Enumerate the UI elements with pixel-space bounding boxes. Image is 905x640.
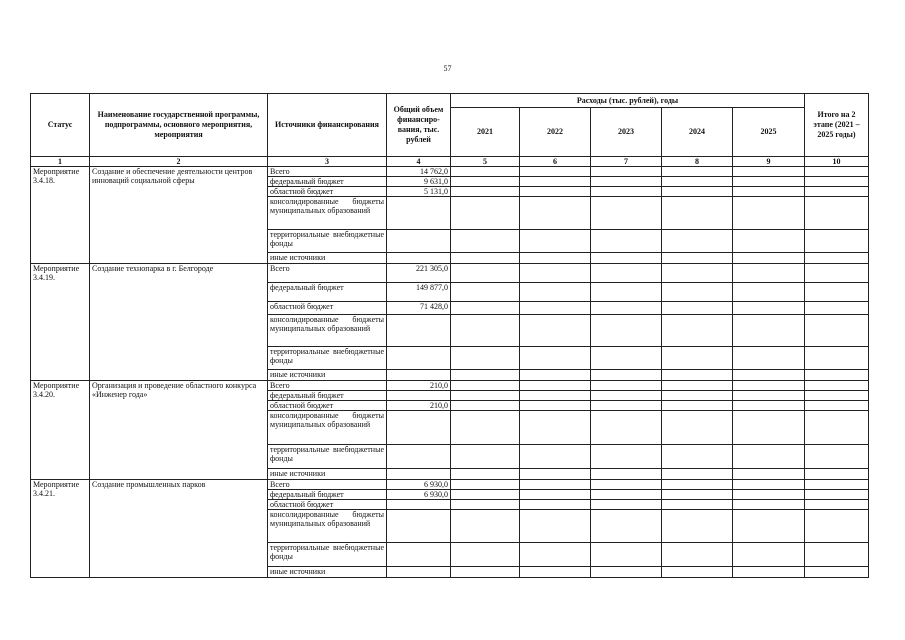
year-amount-cell xyxy=(591,567,662,578)
total-amount-cell xyxy=(387,347,451,370)
year-amount-cell xyxy=(733,315,805,347)
year-amount-cell xyxy=(662,347,733,370)
year-amount-cell xyxy=(591,230,662,253)
year-amount-cell xyxy=(520,264,591,283)
stage-total-cell xyxy=(805,500,869,510)
year-amount-cell xyxy=(662,469,733,480)
year-amount-cell xyxy=(520,230,591,253)
year-amount-cell xyxy=(451,302,520,315)
year-amount-cell xyxy=(733,381,805,391)
year-amount-cell xyxy=(733,230,805,253)
year-amount-cell xyxy=(451,167,520,177)
stage-total-cell xyxy=(805,167,869,177)
year-amount-cell xyxy=(733,510,805,543)
header-year: 2021 xyxy=(451,108,520,157)
total-amount-cell xyxy=(387,445,451,469)
year-amount-cell xyxy=(662,567,733,578)
total-amount-cell: 221 305,0 xyxy=(387,264,451,283)
funding-source-label: федеральный бюджет xyxy=(268,490,387,500)
year-amount-cell xyxy=(733,177,805,187)
measure-status: Мероприятие 3.4.21. xyxy=(31,480,90,578)
year-amount-cell xyxy=(451,490,520,500)
year-amount-cell xyxy=(591,500,662,510)
total-amount-cell: 9 631,0 xyxy=(387,177,451,187)
column-number: 4 xyxy=(387,157,451,167)
funding-source-label: консолидированные бюджеты муниципальных образований xyxy=(268,510,387,543)
stage-total-cell xyxy=(805,567,869,578)
year-amount-cell xyxy=(662,187,733,197)
year-amount-cell xyxy=(662,253,733,264)
total-amount-cell: 6 930,0 xyxy=(387,490,451,500)
measure-status: Мероприятие 3.4.19. xyxy=(31,264,90,381)
year-amount-cell xyxy=(520,347,591,370)
stage-total-cell xyxy=(805,469,869,480)
measure-name: Создание технопарка в г. Белгороде xyxy=(90,264,268,381)
year-amount-cell xyxy=(591,177,662,187)
measure-name: Создание промышленных парков xyxy=(90,480,268,578)
stage-total-cell xyxy=(805,411,869,445)
funding-source-label: Всего xyxy=(268,480,387,490)
year-amount-cell xyxy=(733,445,805,469)
year-amount-cell xyxy=(451,480,520,490)
year-amount-cell xyxy=(591,510,662,543)
year-amount-cell xyxy=(451,370,520,381)
stage-total-cell xyxy=(805,543,869,567)
table-row xyxy=(31,480,869,490)
year-amount-cell xyxy=(451,445,520,469)
stage-total-cell xyxy=(805,283,869,302)
funding-source-label: федеральный бюджет xyxy=(268,177,387,187)
year-amount-cell xyxy=(520,510,591,543)
year-amount-cell xyxy=(520,302,591,315)
year-amount-cell xyxy=(520,490,591,500)
funding-source-label: федеральный бюджет xyxy=(268,391,387,401)
year-amount-cell xyxy=(520,177,591,187)
total-amount-cell: 71 428,0 xyxy=(387,302,451,315)
funding-source-label: консолидированные бюджеты муниципальных образований xyxy=(268,197,387,230)
year-amount-cell xyxy=(451,391,520,401)
year-amount-cell xyxy=(520,401,591,411)
year-amount-cell xyxy=(733,500,805,510)
year-amount-cell xyxy=(733,401,805,411)
total-amount-cell xyxy=(387,567,451,578)
total-amount-cell xyxy=(387,197,451,230)
header-year: 2024 xyxy=(662,108,733,157)
total-amount-cell: 210,0 xyxy=(387,381,451,391)
year-amount-cell xyxy=(662,480,733,490)
year-amount-cell xyxy=(451,500,520,510)
year-amount-cell xyxy=(662,500,733,510)
year-amount-cell xyxy=(591,347,662,370)
total-amount-cell xyxy=(387,230,451,253)
funding-source-label: территориальные внебюджетные фонды xyxy=(268,347,387,370)
table-body xyxy=(31,167,869,578)
year-amount-cell xyxy=(733,370,805,381)
column-number: 2 xyxy=(90,157,268,167)
stage-total-cell xyxy=(805,445,869,469)
year-amount-cell xyxy=(520,253,591,264)
year-amount-cell xyxy=(733,264,805,283)
year-amount-cell xyxy=(451,469,520,480)
stage-total-cell xyxy=(805,391,869,401)
total-amount-cell xyxy=(387,469,451,480)
measure-status: Мероприятие 3.4.18. xyxy=(31,167,90,264)
year-amount-cell xyxy=(733,197,805,230)
funding-source-label: территориальные внебюджетные фонды xyxy=(268,445,387,469)
year-amount-cell xyxy=(451,230,520,253)
column-number: 7 xyxy=(591,157,662,167)
funding-source-label: Всего xyxy=(268,381,387,391)
page-number: 57 xyxy=(443,64,452,73)
year-amount-cell xyxy=(520,370,591,381)
funding-source-label: территориальные внебюджетные фонды xyxy=(268,230,387,253)
year-amount-cell xyxy=(451,401,520,411)
total-amount-cell: 5 131,0 xyxy=(387,187,451,197)
year-amount-cell xyxy=(662,167,733,177)
funding-source-label: иные источники xyxy=(268,370,387,381)
year-amount-cell xyxy=(591,469,662,480)
stage-total-cell xyxy=(805,264,869,283)
stage-total-cell xyxy=(805,480,869,490)
year-amount-cell xyxy=(733,411,805,445)
year-amount-cell xyxy=(733,167,805,177)
total-amount-cell xyxy=(387,543,451,567)
column-number: 1 xyxy=(31,157,90,167)
header-year: 2025 xyxy=(733,108,805,157)
year-amount-cell xyxy=(520,197,591,230)
column-number: 3 xyxy=(268,157,387,167)
year-amount-cell xyxy=(451,347,520,370)
year-amount-cell xyxy=(733,567,805,578)
year-amount-cell xyxy=(520,567,591,578)
stage-total-cell xyxy=(805,347,869,370)
funding-source-label: консолидированные бюджеты муниципальных образований xyxy=(268,411,387,445)
year-amount-cell xyxy=(662,381,733,391)
year-amount-cell xyxy=(733,283,805,302)
stage-total-cell xyxy=(805,510,869,543)
total-amount-cell xyxy=(387,510,451,543)
year-amount-cell xyxy=(520,167,591,177)
year-amount-cell xyxy=(520,480,591,490)
funding-source-label: Всего xyxy=(268,167,387,177)
funding-source-label: иные источники xyxy=(268,469,387,480)
year-amount-cell xyxy=(451,543,520,567)
year-amount-cell xyxy=(591,490,662,500)
year-amount-cell xyxy=(591,370,662,381)
funding-source-label: областной бюджет xyxy=(268,187,387,197)
funding-source-label: Всего xyxy=(268,264,387,283)
funding-source-label: территориальные внебюджетные фонды xyxy=(268,543,387,567)
table-row xyxy=(31,381,869,391)
year-amount-cell xyxy=(591,253,662,264)
year-amount-cell xyxy=(733,469,805,480)
year-amount-cell xyxy=(733,347,805,370)
year-amount-cell xyxy=(591,187,662,197)
year-amount-cell xyxy=(662,510,733,543)
table-row xyxy=(31,264,869,283)
total-amount-cell xyxy=(387,370,451,381)
year-amount-cell xyxy=(520,500,591,510)
year-amount-cell xyxy=(733,543,805,567)
stage-total-cell xyxy=(805,177,869,187)
year-amount-cell xyxy=(451,187,520,197)
year-amount-cell xyxy=(733,302,805,315)
header-total: Общий объем финансиро-вания, тыс. рублей xyxy=(387,94,451,157)
total-amount-cell: 6 930,0 xyxy=(387,480,451,490)
year-amount-cell xyxy=(662,230,733,253)
year-amount-cell xyxy=(520,381,591,391)
year-amount-cell xyxy=(662,283,733,302)
total-amount-cell: 210,0 xyxy=(387,401,451,411)
year-amount-cell xyxy=(520,469,591,480)
year-amount-cell xyxy=(591,264,662,283)
year-amount-cell xyxy=(662,264,733,283)
year-amount-cell xyxy=(591,315,662,347)
year-amount-cell xyxy=(591,391,662,401)
column-number: 10 xyxy=(805,157,869,167)
year-amount-cell xyxy=(662,370,733,381)
year-amount-cell xyxy=(591,411,662,445)
year-amount-cell xyxy=(451,411,520,445)
year-amount-cell xyxy=(662,490,733,500)
stage-total-cell xyxy=(805,401,869,411)
header-status: Статус xyxy=(31,94,90,157)
year-amount-cell xyxy=(662,401,733,411)
stage-total-cell xyxy=(805,381,869,391)
year-amount-cell xyxy=(591,197,662,230)
year-amount-cell xyxy=(662,445,733,469)
year-amount-cell xyxy=(591,480,662,490)
year-amount-cell xyxy=(451,177,520,187)
year-amount-cell xyxy=(662,197,733,230)
total-amount-cell xyxy=(387,315,451,347)
year-amount-cell xyxy=(451,283,520,302)
year-amount-cell xyxy=(451,510,520,543)
funding-source-label: областной бюджет xyxy=(268,302,387,315)
year-amount-cell xyxy=(591,543,662,567)
column-number: 9 xyxy=(733,157,805,167)
year-amount-cell xyxy=(733,490,805,500)
total-amount-cell xyxy=(387,411,451,445)
column-number: 5 xyxy=(451,157,520,167)
stage-total-cell xyxy=(805,197,869,230)
funding-source-label: федеральный бюджет xyxy=(268,283,387,302)
table-row xyxy=(31,167,869,177)
year-amount-cell xyxy=(662,391,733,401)
year-amount-cell xyxy=(591,445,662,469)
year-amount-cell xyxy=(520,315,591,347)
year-amount-cell xyxy=(591,167,662,177)
year-amount-cell xyxy=(662,543,733,567)
year-amount-cell xyxy=(520,187,591,197)
year-amount-cell xyxy=(520,445,591,469)
stage-total-cell xyxy=(805,187,869,197)
year-amount-cell xyxy=(662,315,733,347)
year-amount-cell xyxy=(733,480,805,490)
total-amount-cell xyxy=(387,253,451,264)
column-number: 8 xyxy=(662,157,733,167)
funding-source-label: иные источники xyxy=(268,253,387,264)
year-amount-cell xyxy=(451,567,520,578)
header-year: 2022 xyxy=(520,108,591,157)
header-expenses: Расходы (тыс. рублей), годы xyxy=(451,94,805,108)
measure-name: Организация и проведение областного конкурса «Инженер года» xyxy=(90,381,268,480)
year-amount-cell xyxy=(451,253,520,264)
year-amount-cell xyxy=(520,543,591,567)
header-stage-total: Итого на 2 этапе (2021 – 2025 годы) xyxy=(805,94,869,157)
column-number: 6 xyxy=(520,157,591,167)
stage-total-cell xyxy=(805,230,869,253)
stage-total-cell xyxy=(805,490,869,500)
year-amount-cell xyxy=(591,283,662,302)
year-amount-cell xyxy=(591,401,662,411)
header-sources: Источники финансирования xyxy=(268,94,387,157)
funding-source-label: областной бюджет xyxy=(268,500,387,510)
year-amount-cell xyxy=(733,187,805,197)
funding-source-label: иные источники xyxy=(268,567,387,578)
stage-total-cell xyxy=(805,253,869,264)
year-amount-cell xyxy=(733,253,805,264)
year-amount-cell xyxy=(520,391,591,401)
year-amount-cell xyxy=(662,411,733,445)
year-amount-cell xyxy=(520,411,591,445)
total-amount-cell: 14 762,0 xyxy=(387,167,451,177)
year-amount-cell xyxy=(662,302,733,315)
year-amount-cell xyxy=(733,391,805,401)
year-amount-cell xyxy=(591,302,662,315)
stage-total-cell xyxy=(805,302,869,315)
year-amount-cell xyxy=(520,283,591,302)
year-amount-cell xyxy=(451,264,520,283)
funding-source-label: консолидированные бюджеты муниципальных образований xyxy=(268,315,387,347)
total-amount-cell xyxy=(387,500,451,510)
measure-status: Мероприятие 3.4.20. xyxy=(31,381,90,480)
measure-name: Создание и обеспечение деятельности центров инноваций социальной сферы xyxy=(90,167,268,264)
total-amount-cell xyxy=(387,391,451,401)
year-amount-cell xyxy=(662,177,733,187)
total-amount-cell: 149 877,0 xyxy=(387,283,451,302)
stage-total-cell xyxy=(805,315,869,347)
header-year: 2023 xyxy=(591,108,662,157)
year-amount-cell xyxy=(591,381,662,391)
year-amount-cell xyxy=(451,315,520,347)
financing-table xyxy=(30,93,869,578)
header-name: Наименование государственной программы, подпрограммы, основного мероприятия, мероприятия xyxy=(90,94,268,157)
stage-total-cell xyxy=(805,370,869,381)
funding-source-label: областной бюджет xyxy=(268,401,387,411)
year-amount-cell xyxy=(451,197,520,230)
year-amount-cell xyxy=(451,381,520,391)
